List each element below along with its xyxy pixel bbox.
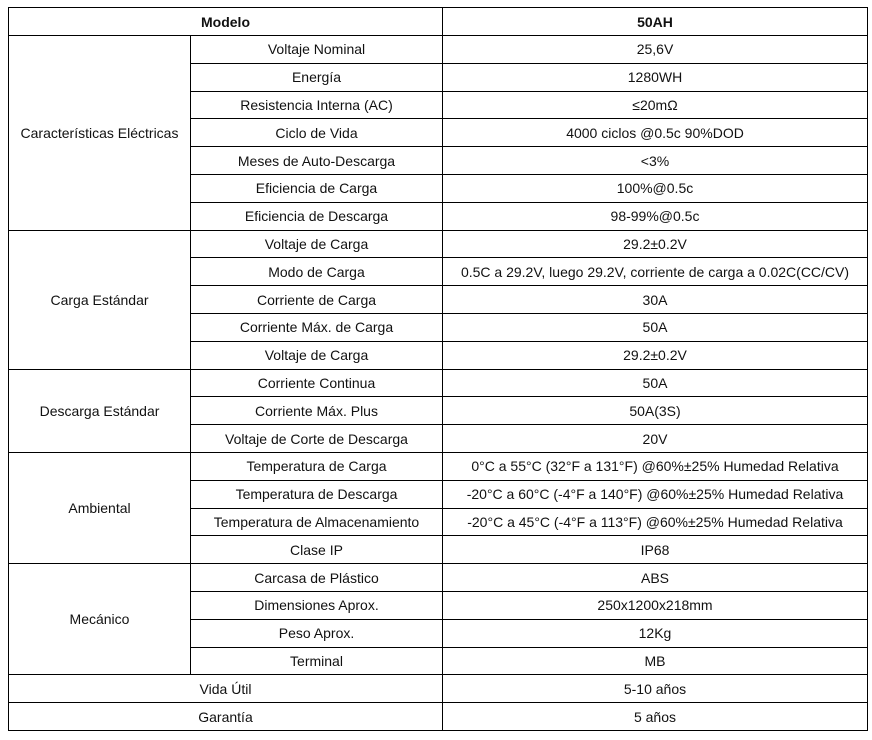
parameter-cell: Temperatura de Descarga [191,480,443,508]
footer-value: 5 años [443,703,868,731]
spec-table [8,7,868,731]
parameter-cell: Corriente Máx. Plus [191,397,443,425]
value-cell: 4000 ciclos @0.5c 90%DOD [443,119,868,147]
value-cell: IP68 [443,536,868,564]
parameter-cell: Meses de Auto-Descarga [191,147,443,175]
group-label: Carga Estándar [9,230,191,369]
footer-row [9,675,868,703]
parameter-cell: Peso Aprox. [191,619,443,647]
footer-row [9,703,868,731]
value-cell: 0°C a 55°C (32°F a 131°F) @60%±25% Humedad Relativa [443,452,868,480]
parameter-cell: Voltaje de Carga [191,341,443,369]
value-cell: 25,6V [443,36,868,64]
group-label: Ambiental [9,452,191,563]
footer-label: Garantía [9,703,443,731]
value-cell: 100%@0.5c [443,174,868,202]
group-label: Descarga Estándar [9,369,191,452]
header-model-label: Modelo [9,8,443,36]
parameter-cell: Eficiencia de Carga [191,174,443,202]
parameter-cell: Resistencia Interna (AC) [191,91,443,119]
parameter-cell: Voltaje Nominal [191,36,443,64]
header-row [9,8,868,36]
parameter-cell: Clase IP [191,536,443,564]
parameter-cell: Ciclo de Vida [191,119,443,147]
value-cell: -20°C a 45°C (-4°F a 113°F) @60%±25% Humedad Relativa [443,508,868,536]
value-cell: 12Kg [443,619,868,647]
value-cell: 50A [443,313,868,341]
value-cell: 0.5C a 29.2V, luego 29.2V, corriente de carga a 0.02C(CC/CV) [443,258,868,286]
parameter-cell: Carcasa de Plástico [191,564,443,592]
table-row [9,230,868,258]
value-cell: 250x1200x218mm [443,591,868,619]
table-row [9,369,868,397]
parameter-cell: Energía [191,63,443,91]
value-cell: 29.2±0.2V [443,230,868,258]
value-cell: 50A(3S) [443,397,868,425]
parameter-cell: Temperatura de Carga [191,452,443,480]
parameter-cell: Voltaje de Carga [191,230,443,258]
value-cell: 20V [443,425,868,453]
value-cell: MB [443,647,868,675]
value-cell: ABS [443,564,868,592]
table-row [9,564,868,592]
header-model-value: 50AH [443,8,868,36]
group-label: Características Eléctricas [9,36,191,231]
value-cell: ≤20mΩ [443,91,868,119]
parameter-cell: Corriente de Carga [191,286,443,314]
value-cell: 98-99%@0.5c [443,202,868,230]
footer-value: 5-10 años [443,675,868,703]
parameter-cell: Corriente Continua [191,369,443,397]
table-row [9,36,868,64]
value-cell: 50A [443,369,868,397]
value-cell: 29.2±0.2V [443,341,868,369]
parameter-cell: Temperatura de Almacenamiento [191,508,443,536]
value-cell: <3% [443,147,868,175]
group-label: Mecánico [9,564,191,675]
parameter-cell: Eficiencia de Descarga [191,202,443,230]
parameter-cell: Corriente Máx. de Carga [191,313,443,341]
footer-label: Vida Útil [9,675,443,703]
value-cell: 1280WH [443,63,868,91]
value-cell: 30A [443,286,868,314]
table-row [9,452,868,480]
spec-table-body [9,8,868,731]
parameter-cell: Dimensiones Aprox. [191,591,443,619]
value-cell: -20°C a 60°C (-4°F a 140°F) @60%±25% Humedad Relativa [443,480,868,508]
parameter-cell: Voltaje de Corte de Descarga [191,425,443,453]
parameter-cell: Modo de Carga [191,258,443,286]
parameter-cell: Terminal [191,647,443,675]
